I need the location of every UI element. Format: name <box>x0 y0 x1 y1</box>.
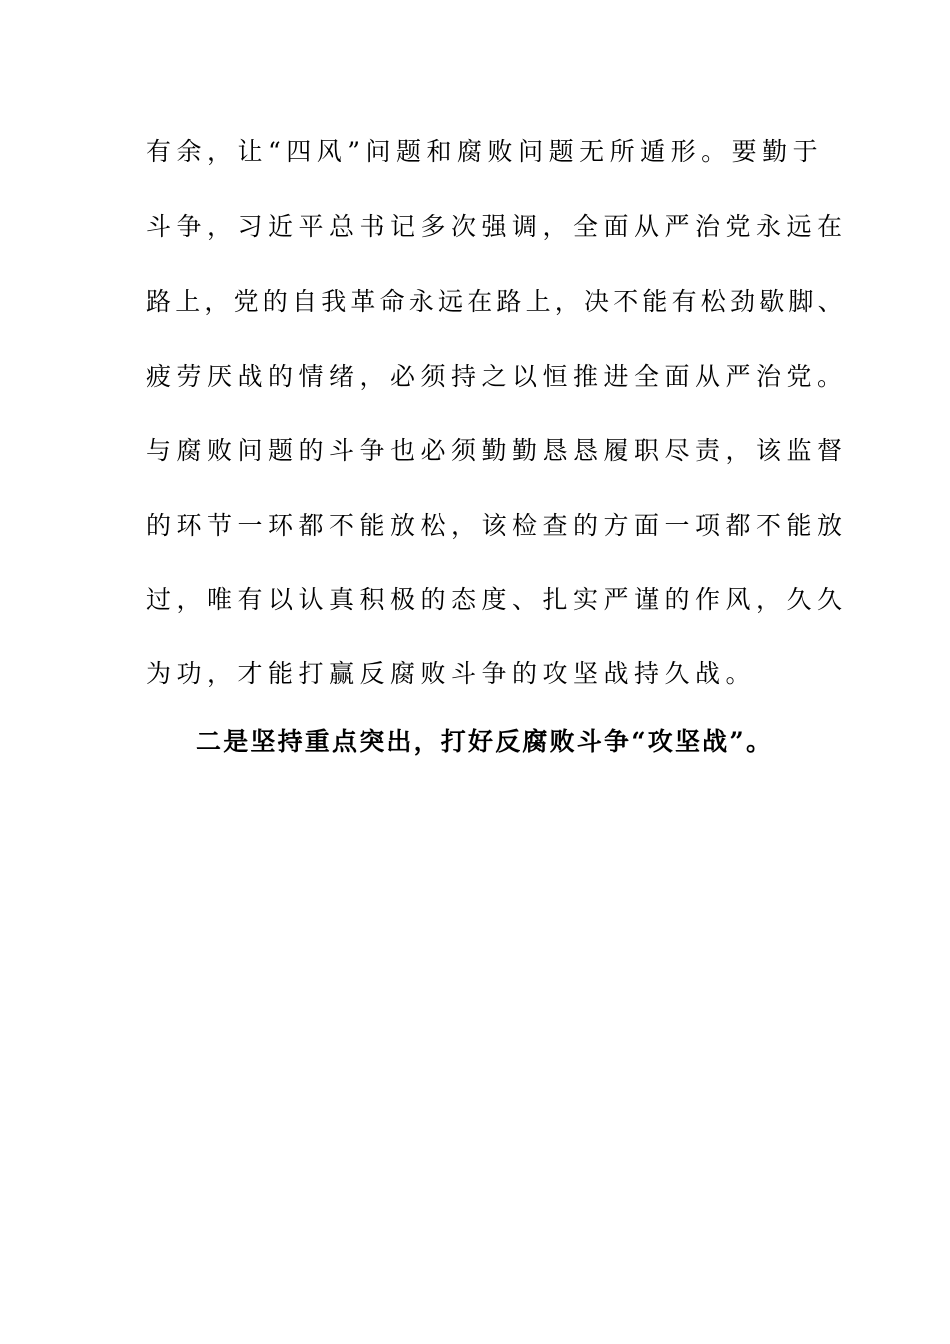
body-text-line-5: 与腐败问题的斗争也必须勤勤恳恳履职尽责，该监督 <box>146 436 848 465</box>
body-text-line-1: 有余，让“四风”问题和腐败问题无所遁形。要勤于 <box>146 137 824 166</box>
body-text-line-4: 疲劳厌战的情绪，必须持之以恒推进全面从严治党。 <box>146 362 848 391</box>
body-text-line-7: 过，唯有以认真积极的态度、扎实严谨的作风，久久 <box>146 585 848 614</box>
body-text-line-3: 路上，党的自我革命永远在路上，决不能有松劲歇脚、 <box>146 287 847 316</box>
body-text-line-2: 斗争，习近平总书记多次强调，全面从严治党永远在 <box>146 212 848 241</box>
body-text-line-6: 的环节一环都不能放松，该检查的方面一项都不能放 <box>146 511 848 540</box>
section-heading: 二是坚持重点突出，打好反腐败斗争“攻坚战”。 <box>196 727 774 756</box>
body-text-line-8: 为功，才能打赢反腐败斗争的攻坚战持久战。 <box>146 659 757 688</box>
